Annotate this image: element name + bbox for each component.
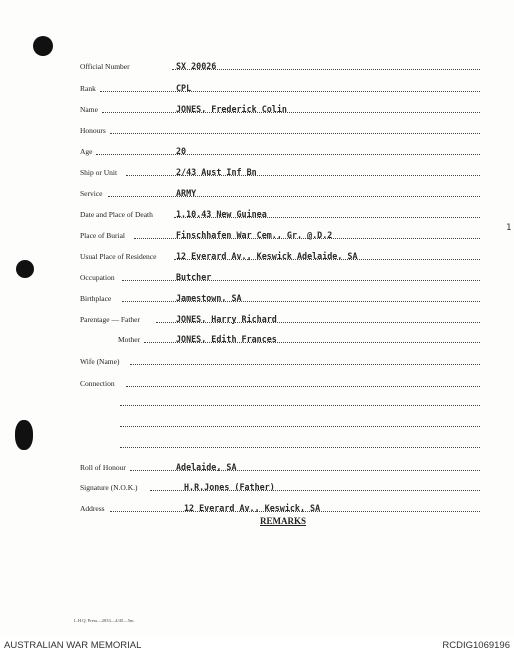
- punch-hole: [16, 260, 34, 278]
- honours-row: [80, 122, 480, 136]
- mother-row: [80, 331, 480, 345]
- burial-label: Place of Burial: [80, 231, 125, 240]
- blank-line: [120, 405, 480, 406]
- rank-row: [80, 80, 480, 94]
- death-label: Date and Place of Death: [80, 210, 153, 219]
- remarks-heading: REMARKS: [260, 516, 307, 526]
- archive-footer: [0, 636, 514, 654]
- mother-label: Mother: [118, 335, 141, 344]
- rank-value: CPL: [176, 83, 192, 93]
- father-row: [80, 311, 480, 325]
- dotted-line: [100, 91, 480, 92]
- age-value: 20: [176, 146, 187, 156]
- residence-value: 12 Everard Av., Keswick Adelaide, SA: [176, 251, 358, 261]
- punch-hole: [15, 420, 33, 450]
- address-value: 12 Everard Av., Keswick, SA: [184, 503, 321, 513]
- punch-hole: [33, 36, 53, 56]
- residence-row: [80, 248, 480, 262]
- roll-label: Roll of Honour: [80, 463, 126, 472]
- official-number-row: [80, 58, 480, 72]
- footer-record-id: RCDIG1069196: [442, 640, 510, 651]
- residence-label: Usual Place of Residence: [80, 252, 157, 261]
- official-number-label: Official Number: [80, 62, 130, 71]
- name-label: Name: [80, 105, 98, 114]
- connection-row: [80, 375, 480, 389]
- signature-value: H.R.Jones (Father): [184, 482, 275, 492]
- service-row: [80, 185, 480, 199]
- roll-value: Adelaide, SA: [176, 462, 237, 472]
- name-row: [80, 101, 480, 115]
- death-value: 1.10.43 New Guinea: [176, 209, 267, 219]
- death-row: [80, 206, 480, 220]
- connection-label: Connection: [80, 379, 115, 388]
- honours-label: Honours: [80, 126, 106, 135]
- dotted-line: [126, 386, 480, 387]
- father-label: Parentage — Father: [80, 315, 140, 324]
- footer-source: AUSTRALIAN WAR MEMORIAL: [4, 640, 142, 651]
- official-number-value: SX 20026: [176, 61, 217, 71]
- address-label: Address: [80, 504, 105, 513]
- ship-row: [80, 164, 480, 178]
- ship-label: Ship or Unit: [80, 168, 118, 177]
- birthplace-row: [80, 290, 480, 304]
- ship-value: 2/43 Aust Inf Bn: [176, 167, 257, 177]
- father-value: JONES, Harry Richard: [176, 314, 277, 324]
- address-row: [80, 500, 480, 514]
- age-label: Age: [80, 147, 93, 156]
- burial-row: [80, 227, 480, 241]
- roll-row: [80, 459, 480, 473]
- occupation-value: Butcher: [176, 272, 212, 282]
- dotted-line: [130, 364, 480, 365]
- mother-value: JONES, Edith Frances: [176, 334, 277, 344]
- dotted-line: [102, 112, 480, 113]
- service-label: Service: [80, 189, 103, 198]
- dotted-line: [96, 154, 480, 155]
- occupation-label: Occupation: [80, 273, 115, 282]
- occupation-row: [80, 269, 480, 283]
- burial-value: Finschhafen War Cem., Gr. @.D.2: [176, 230, 333, 240]
- dotted-line: [108, 196, 480, 197]
- age-row: [80, 143, 480, 157]
- signature-row: [80, 479, 480, 493]
- dotted-line: [172, 69, 480, 70]
- rank-label: Rank: [80, 84, 96, 93]
- birthplace-label: Birthplace: [80, 294, 112, 303]
- signature-label: Signature (N.O.K.): [80, 483, 138, 492]
- name-value: JONES, Frederick Colin: [176, 104, 287, 114]
- blank-line: [120, 447, 480, 448]
- margin-mark: 1: [506, 223, 512, 233]
- blank-line: [120, 426, 480, 427]
- printer-note: L.H.Q. Press—2833—4/45—5m.: [74, 618, 135, 623]
- birthplace-value: Jamestown, SA: [176, 293, 242, 303]
- service-value: ARMY: [176, 188, 197, 198]
- dotted-line: [110, 133, 480, 134]
- wife-label: Wife (Name): [80, 357, 120, 366]
- wife-row: [80, 353, 480, 367]
